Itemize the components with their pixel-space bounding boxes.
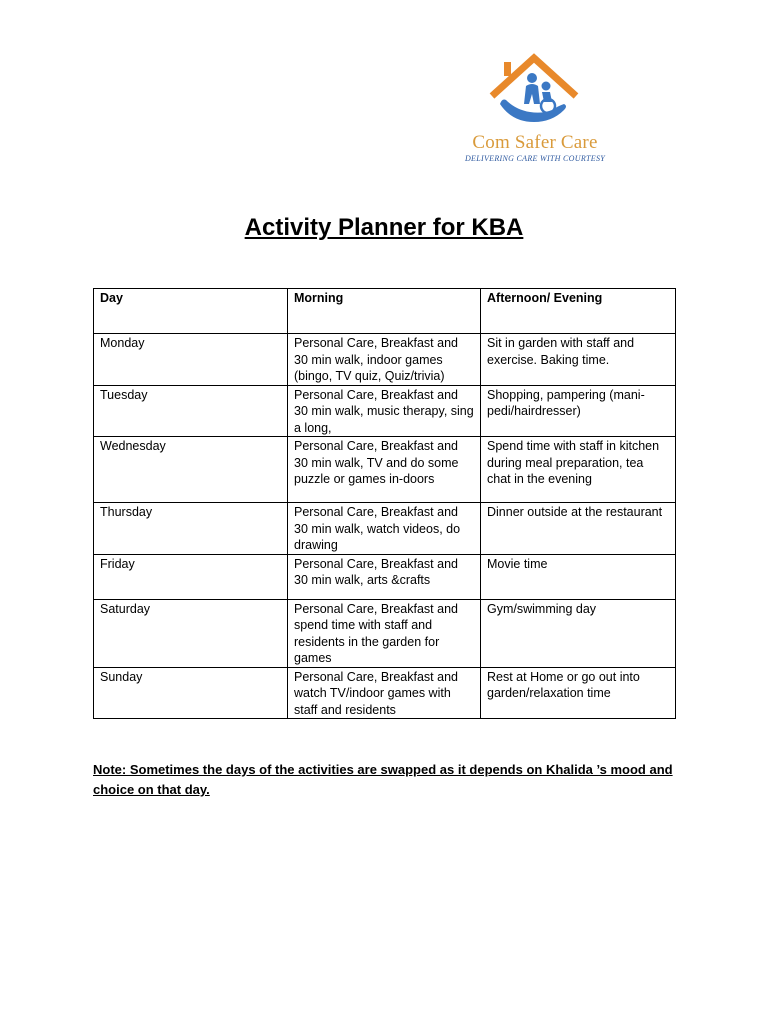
afternoon-cell: Shopping, pampering (mani-pedi/hairdresser) xyxy=(481,385,676,437)
table-row xyxy=(94,667,676,719)
header-morning: Morning xyxy=(288,289,481,334)
house-hand-icon xyxy=(482,48,582,130)
morning-cell: Personal Care, Breakfast and spend time with staff and residents in the garden for games xyxy=(288,599,481,667)
header-afternoon-evening: Afternoon/ Evening xyxy=(481,289,676,334)
morning-cell: Personal Care, Breakfast and 30 min walk, indoor games (bingo, TV quiz, Quiz/trivia) xyxy=(288,334,481,386)
header-day: Day xyxy=(94,289,288,334)
morning-cell: Personal Care, Breakfast and watch TV/indoor games with staff and residents xyxy=(288,667,481,719)
afternoon-cell: Gym/swimming day xyxy=(481,599,676,667)
day-cell: Friday xyxy=(94,554,288,599)
afternoon-cell: Rest at Home or go out into garden/relaxation time xyxy=(481,667,676,719)
logo-name: Com Safer Care xyxy=(472,132,598,153)
footnote: Note: Sometimes the days of the activities are swapped as it depends on Khalida ’s mood and choice on that day. xyxy=(93,762,673,797)
afternoon-cell: Dinner outside at the restaurant xyxy=(481,503,676,555)
table-row xyxy=(94,554,676,599)
morning-cell: Personal Care, Breakfast and 30 min walk, watch videos, do drawing xyxy=(288,503,481,555)
afternoon-cell: Movie time xyxy=(481,554,676,599)
day-cell: Sunday xyxy=(94,667,288,719)
page-title: Activity Planner for KBA xyxy=(244,214,524,241)
table-row xyxy=(94,503,676,555)
company-logo xyxy=(455,48,620,168)
afternoon-cell: Sit in garden with staff and exercise. Baking time. xyxy=(481,334,676,386)
activity-table xyxy=(93,288,676,719)
table-row xyxy=(94,437,676,503)
morning-cell: Personal Care, Breakfast and 30 min walk, TV and do some puzzle or games in-doors xyxy=(288,437,481,503)
day-cell: Tuesday xyxy=(94,385,288,437)
day-cell: Wednesday xyxy=(94,437,288,503)
table-row xyxy=(94,385,676,437)
morning-cell: Personal Care, Breakfast and 30 min walk, music therapy, sing a long, xyxy=(288,385,481,437)
logo-tagline: DELIVERING CARE WITH COURTESY xyxy=(464,154,606,163)
table-row xyxy=(94,599,676,667)
afternoon-cell: Spend time with staff in kitchen during meal preparation, tea chat in the evening xyxy=(481,437,676,503)
table-row xyxy=(94,334,676,386)
day-cell: Monday xyxy=(94,334,288,386)
table-header-row xyxy=(94,289,676,334)
day-cell: Thursday xyxy=(94,503,288,555)
day-cell: Saturday xyxy=(94,599,288,667)
morning-cell: Personal Care, Breakfast and 30 min walk, arts &crafts xyxy=(288,554,481,599)
